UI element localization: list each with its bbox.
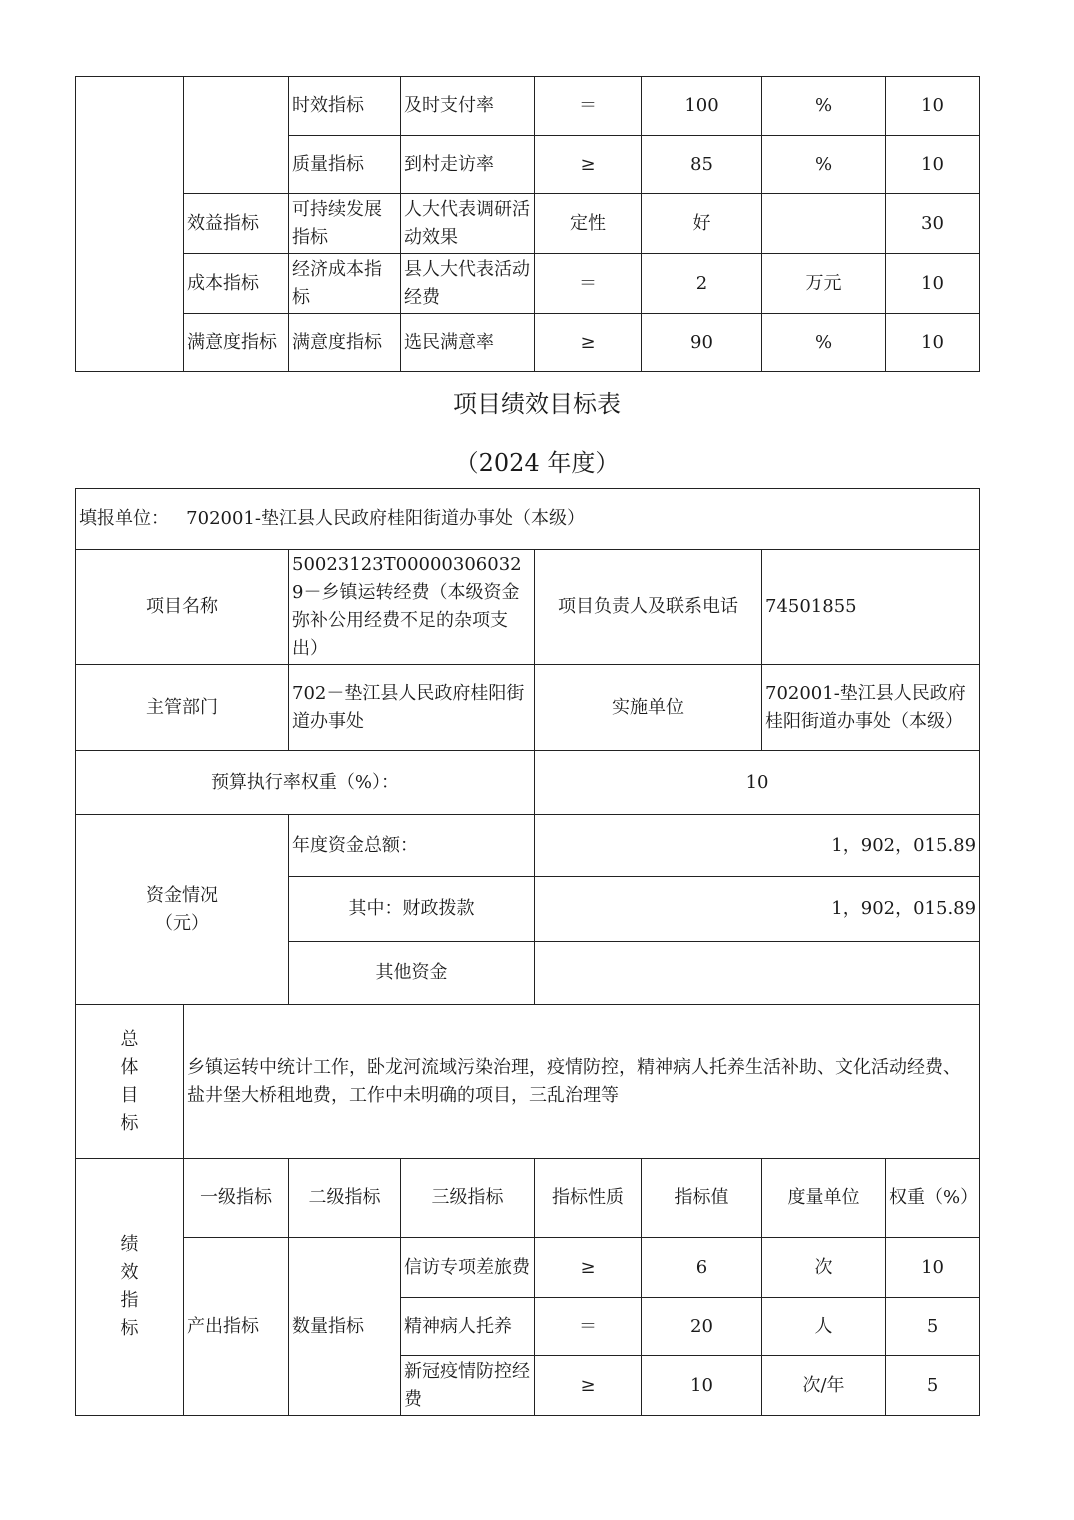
column-header: 指标值: [642, 1159, 762, 1238]
unit-cell: %: [762, 136, 886, 194]
table-row: [76, 194, 980, 254]
l3-cell: 及时支付率: [401, 77, 535, 136]
dept-label: 主管部门: [76, 665, 289, 751]
nature-cell: ＝: [535, 77, 642, 136]
goal-label-char: 目: [120, 1084, 139, 1106]
performance-target-table: [75, 488, 980, 1416]
annual-total-label: 年度资金总额：: [289, 815, 535, 877]
value-cell: 6: [642, 1238, 762, 1298]
weight-cell: 30: [886, 194, 980, 254]
l1-cell: 成本指标: [184, 254, 289, 314]
table-row: [76, 254, 980, 314]
table-row: [76, 314, 980, 372]
nature-cell: ≥: [535, 1238, 642, 1298]
header-row: [76, 1159, 980, 1238]
column-header: 二级指标: [289, 1159, 401, 1238]
funds-row: [76, 815, 980, 877]
budget-rate-label: 预算执行率权重（%）：: [76, 751, 535, 815]
page-subtitle-year: （2024 年度）: [454, 449, 620, 477]
column-header: 三级指标: [401, 1159, 535, 1238]
weight-cell: 10: [886, 77, 980, 136]
project-name-label: 项目名称: [76, 550, 289, 665]
unit-cell: %: [762, 77, 886, 136]
budget-rate-row: [76, 751, 980, 815]
funds-label: [76, 815, 289, 1005]
overall-goal-row: [76, 1005, 980, 1159]
contact-value: 74501855: [762, 550, 980, 665]
column-header: 一级指标: [184, 1159, 289, 1238]
unit-cell: 次/年: [762, 1356, 886, 1416]
reporting-unit-label: 填报单位：: [79, 508, 169, 529]
nature-cell: ≥: [535, 314, 642, 372]
l2-cell: 满意度指标: [289, 314, 401, 372]
perf-label-char: 效: [120, 1262, 139, 1283]
l3-cell: 选民满意率: [401, 314, 535, 372]
goal-label-char: 标: [120, 1112, 139, 1134]
funds-label-line2: （元）: [155, 912, 209, 934]
unit-cell: [762, 194, 886, 254]
blank-cell: [184, 77, 289, 194]
project-name-row: [76, 550, 980, 665]
reporting-unit-cell: [76, 489, 980, 550]
perf-label-char: 绩: [120, 1234, 139, 1255]
l3-cell: 人大代表调研活动效果: [401, 194, 535, 254]
budget-rate-value: 10: [535, 751, 980, 815]
l3-cell: 信访专项差旅费: [401, 1238, 535, 1298]
reporting-unit-value: 702001-垫江县人民政府桂阳街道办事处（本级）: [186, 508, 585, 529]
unit-cell: %: [762, 314, 886, 372]
unit-row: [76, 489, 980, 550]
column-header: 度量单位: [762, 1159, 886, 1238]
fiscal-value: 1，902，015.89: [535, 877, 980, 942]
fiscal-label: 其中：财政拨款: [289, 877, 535, 942]
weight-cell: 10: [886, 254, 980, 314]
l2-cell: 时效指标: [289, 77, 401, 136]
unit-cell: 人: [762, 1298, 886, 1356]
goal-label-char: 体: [120, 1056, 139, 1078]
l2-cell: 经济成本指标: [289, 254, 401, 314]
page-title: 项目绩效目标表: [453, 390, 621, 418]
other-funds-value: [535, 942, 980, 1005]
l2-cell: 质量指标: [289, 136, 401, 194]
nature-cell: 定性: [535, 194, 642, 254]
l3-cell: 县人大代表活动经费: [401, 254, 535, 314]
column-header: 指标性质: [535, 1159, 642, 1238]
weight-cell: 5: [886, 1298, 980, 1356]
indicator-row: [76, 1238, 980, 1298]
nature-cell: ≥: [535, 1356, 642, 1416]
value-cell: 好: [642, 194, 762, 254]
overall-goal-text: 乡镇运转中统计工作，卧龙河流域污染治理，疫情防控，精神病人托养生活补助、文化活动经费、盐井堡大桥租地费，工作中未明确的项目，三乱治理等: [184, 1005, 980, 1159]
weight-cell: 10: [886, 136, 980, 194]
l3-cell: 新冠疫情防控经费: [401, 1356, 535, 1416]
project-name-value: 50023123T000003060329－乡镇运转经费（本级资金弥补公用经费不足的杂项支出）: [289, 550, 535, 665]
l2-quantity-cell: 数量指标: [289, 1238, 401, 1416]
l3-cell: 到村走访率: [401, 136, 535, 194]
nature-cell: ＝: [535, 1298, 642, 1356]
unit-cell: 次: [762, 1238, 886, 1298]
indicator-table-continued: [75, 76, 980, 372]
l1-cell: 效益指标: [184, 194, 289, 254]
contact-label: 项目负责人及联系电话: [535, 550, 762, 665]
value-cell: 2: [642, 254, 762, 314]
nature-cell: ≥: [535, 136, 642, 194]
value-cell: 10: [642, 1356, 762, 1416]
funds-label-line1: 资金情况: [146, 884, 218, 906]
unit-cell: 万元: [762, 254, 886, 314]
value-cell: 90: [642, 314, 762, 372]
value-cell: 20: [642, 1298, 762, 1356]
value-cell: 85: [642, 136, 762, 194]
weight-cell: 10: [886, 1238, 980, 1298]
l1-output-cell: 产出指标: [184, 1238, 289, 1416]
perf-label-char: 指: [120, 1290, 139, 1311]
performance-label: [76, 1159, 184, 1416]
l3-cell: 精神病人托养: [401, 1298, 535, 1356]
dept-value: 702－垫江县人民政府桂阳街道办事处: [289, 665, 535, 751]
l1-cell: 满意度指标: [184, 314, 289, 372]
overall-goal-label: [76, 1005, 184, 1159]
impl-label: 实施单位: [535, 665, 762, 751]
column-header: 权重（%）: [886, 1159, 980, 1238]
weight-cell: 10: [886, 314, 980, 372]
table-row: [76, 77, 980, 136]
perf-label-char: 标: [120, 1318, 139, 1339]
value-cell: 100: [642, 77, 762, 136]
other-funds-label: 其他资金: [289, 942, 535, 1005]
goal-label-char: 总: [120, 1028, 139, 1050]
weight-cell: 5: [886, 1356, 980, 1416]
blank-cell: [76, 77, 184, 372]
l2-cell: 可持续发展指标: [289, 194, 401, 254]
impl-value: 702001-垫江县人民政府桂阳街道办事处（本级）: [762, 665, 980, 751]
annual-total-value: 1，902，015.89: [535, 815, 980, 877]
nature-cell: ＝: [535, 254, 642, 314]
department-row: [76, 665, 980, 751]
